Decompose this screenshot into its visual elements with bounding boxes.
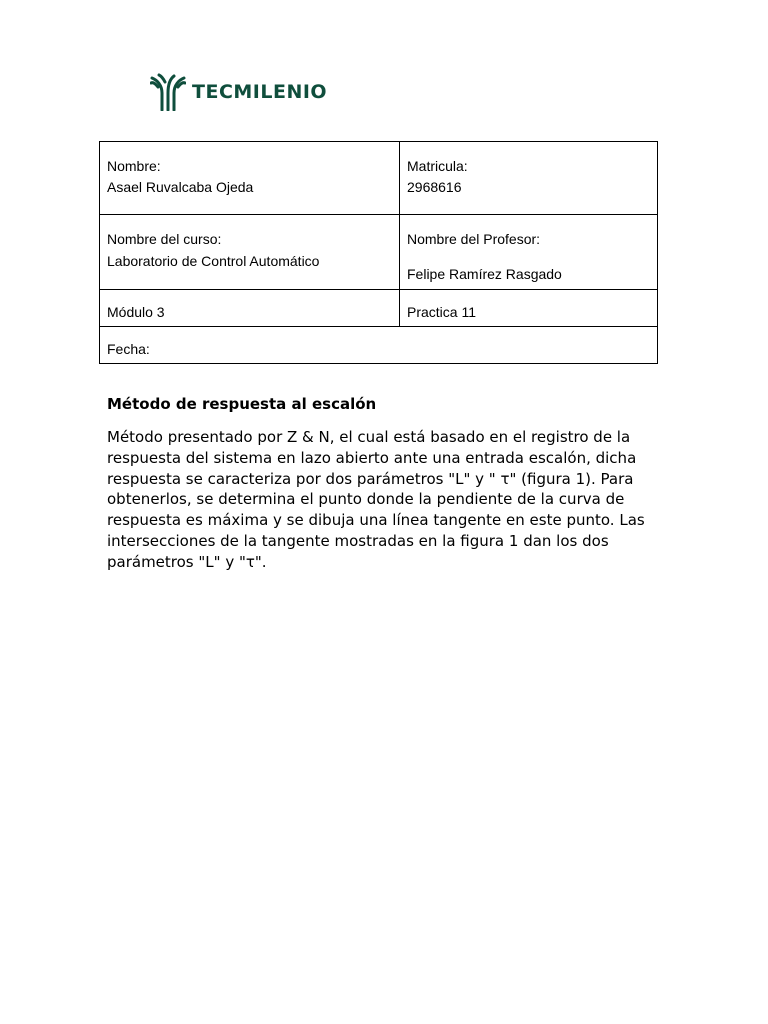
table-row	[100, 327, 658, 364]
section-body: Método presentado por Z & N, el cual está basado en el registro de la respuesta del sistema en lazo abierto ante una entrada escalón, dicha respuesta se caracteriza por dos parámetros "L" y " τ" (figura 1). Para obtenerlos, se determina el punto donde la pendiente de la curva de respuesta es máxima y se dibuja una línea tangente en este punto. Las intersecciones de la tangente mostradas en la figura 1 dan los dos parámetros "L" y "τ".	[107, 428, 645, 571]
table-row	[100, 142, 658, 215]
matricula-cell	[400, 142, 658, 215]
method-section	[107, 394, 652, 573]
tecmilenio-leaf-icon	[150, 73, 186, 111]
practica-value: Practica 11	[407, 304, 476, 320]
table-row	[100, 290, 658, 327]
spacer	[407, 250, 650, 264]
section-title: Método de respuesta al escalón	[107, 395, 377, 413]
modulo-value: Módulo 3	[107, 304, 165, 320]
table-row	[100, 215, 658, 290]
logo-text: TECMILENIO	[192, 80, 328, 103]
modulo-cell	[100, 290, 400, 327]
fecha-cell	[100, 327, 658, 364]
nombre-cell	[100, 142, 400, 215]
curso-label: Nombre del curso:	[107, 231, 222, 247]
nombre-value: Asael Ruvalcaba Ojeda	[107, 179, 254, 195]
profesor-value: Felipe Ramírez Rasgado	[407, 266, 562, 282]
profesor-label: Nombre del Profesor:	[407, 231, 541, 247]
practica-cell	[400, 290, 658, 327]
fecha-label: Fecha:	[107, 341, 150, 357]
curso-value: Laboratorio de Control Automático	[107, 253, 320, 269]
matricula-value: 2968616	[407, 179, 462, 195]
nombre-label: Nombre:	[107, 158, 161, 174]
matricula-label: Matricula:	[407, 158, 468, 174]
student-info-table	[99, 141, 658, 364]
curso-cell	[100, 215, 400, 290]
tecmilenio-logo	[150, 72, 327, 112]
profesor-cell	[400, 215, 658, 290]
